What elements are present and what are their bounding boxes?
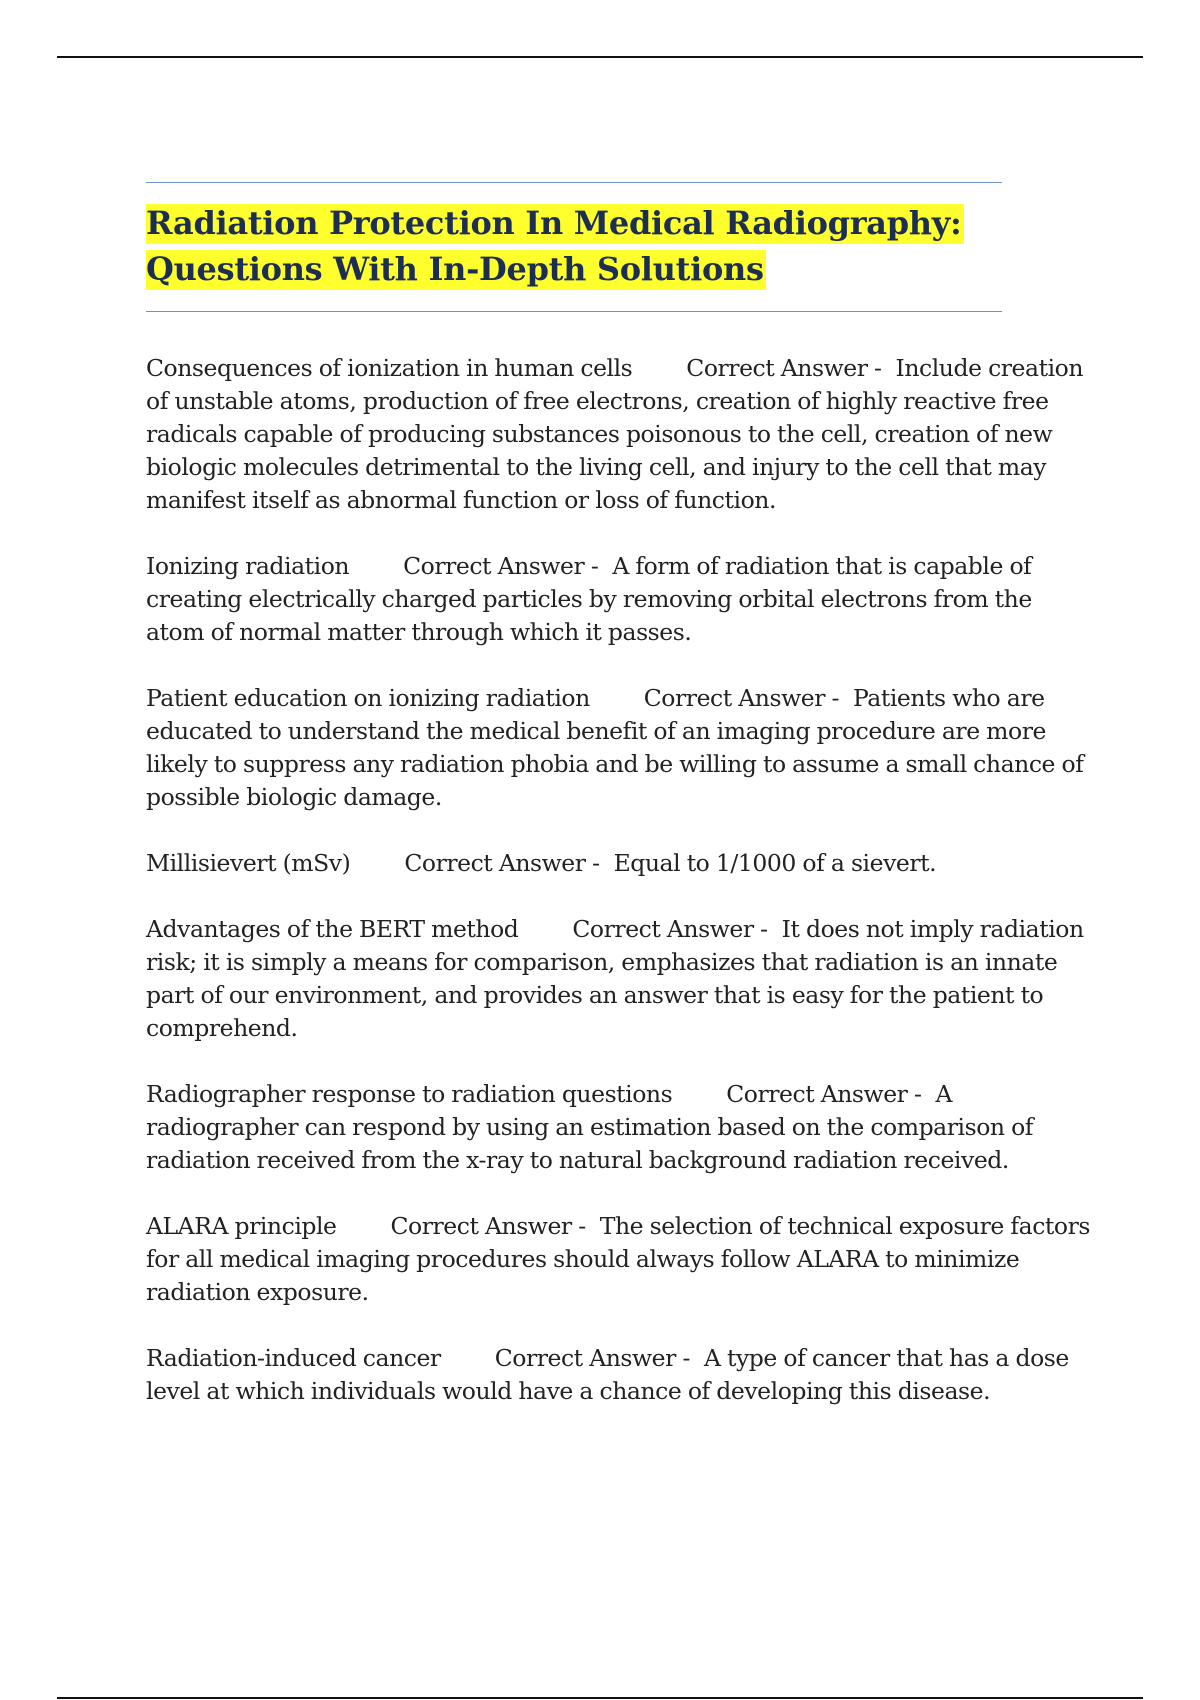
- correct-answer-label: Correct Answer -: [494, 1344, 690, 1372]
- qa-answer: Equal to 1/1000 of a sievert.: [613, 849, 937, 877]
- qa-item: [146, 1210, 1096, 1309]
- qa-term: ALARA principle: [146, 1212, 337, 1240]
- correct-answer-label: Correct Answer -: [572, 915, 768, 943]
- qa-answer: The selection of technical exposure factors for all medical imaging procedures should always follow ALARA to minimize radiation exposure.: [146, 1212, 1091, 1306]
- page-title-line-2: Questions With In-Depth Solutions: [146, 250, 764, 288]
- correct-answer-label: Correct Answer -: [404, 849, 600, 877]
- qa-item: [146, 847, 1096, 880]
- qa-answer: A form of radiation that is capable of creating electrically charged particles by removing orbital electrons from the atom of normal matter through which it passes.: [146, 552, 1032, 646]
- qa-item: [146, 913, 1096, 1045]
- page-title-line-1: Radiation Protection In Medical Radiography:: [146, 204, 962, 242]
- correct-answer-label: Correct Answer -: [643, 684, 839, 712]
- correct-answer-label: Correct Answer -: [390, 1212, 586, 1240]
- title-rule-top: [146, 182, 1002, 183]
- qa-answer: A type of cancer that has a dose level at which individuals would have a chance of developing this disease.: [146, 1344, 1069, 1405]
- qa-item: [146, 352, 1096, 517]
- qa-item: [146, 682, 1096, 814]
- qa-item: [146, 1078, 1096, 1177]
- correct-answer-label: Correct Answer -: [726, 1080, 922, 1108]
- page-header-rule: [57, 56, 1143, 58]
- qa-answer: Include creation of unstable atoms, production of free electrons, creation of highly reactive free radicals capable of producing substances poisonous to the cell, creation of new biologic molecules detrimental to the living cell, and injury to the cell that may manifest itself as abnormal function or loss of function.: [146, 354, 1084, 514]
- qa-term: Ionizing radiation: [146, 552, 350, 580]
- page-footer-rule: [57, 1697, 1143, 1699]
- qa-item: [146, 550, 1096, 649]
- qa-term: Consequences of ionization in human cells: [146, 354, 633, 382]
- correct-answer-label: Correct Answer -: [686, 354, 882, 382]
- qa-term: Advantages of the BERT method: [146, 915, 519, 943]
- qa-item: [146, 1342, 1096, 1408]
- qa-answer: A radiographer can respond by using an estimation based on the comparison of radiation received from the x-ray to natural background radiation received.: [146, 1080, 1034, 1174]
- qa-answer: It does not imply radiation risk; it is simply a means for comparison, emphasizes that radiation is an innate part of our environment, and provides an answer that is easy for the patient to comprehend.: [146, 915, 1084, 1042]
- correct-answer-label: Correct Answer -: [403, 552, 599, 580]
- title-block: [146, 182, 1002, 312]
- qa-list: [146, 352, 1096, 1441]
- qa-term: Patient education on ionizing radiation: [146, 684, 590, 712]
- page-title: [146, 200, 964, 292]
- qa-answer: Patients who are educated to understand the medical benefit of an imaging procedure are more likely to suppress any radiation phobia and be willing to assume a small chance of possible biologic damage.: [146, 684, 1084, 811]
- qa-term: Radiographer response to radiation questions: [146, 1080, 673, 1108]
- qa-term: Millisievert (mSv): [146, 849, 351, 877]
- title-rule-bottom: [146, 311, 1002, 312]
- qa-term: Radiation-induced cancer: [146, 1344, 441, 1372]
